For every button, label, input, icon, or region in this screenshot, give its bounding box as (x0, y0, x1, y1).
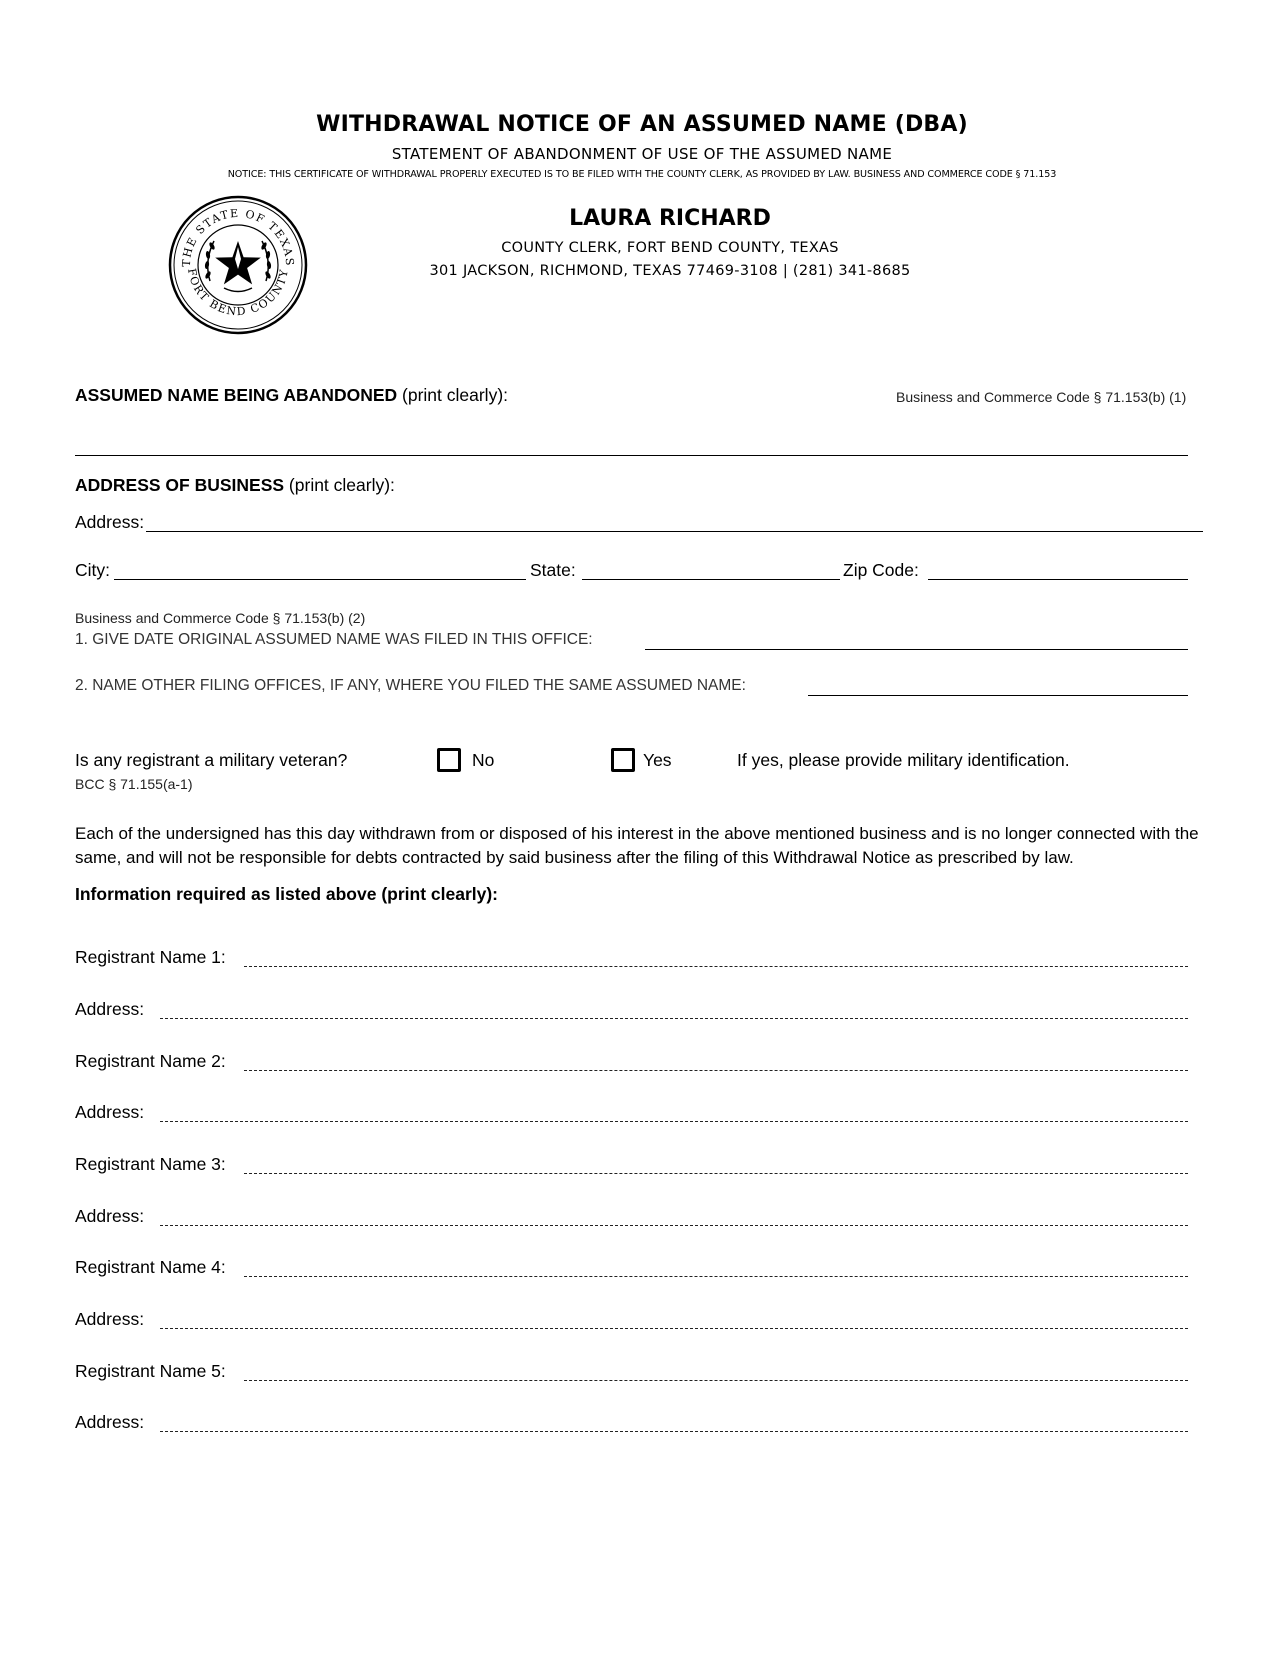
county-seal-icon (168, 195, 308, 335)
filing-notice: NOTICE: THIS CERTIFICATE OF WITHDRAWAL PROPERLY EXECUTED IS TO BE FILED WITH THE COUNTY CLERK, AS PROVIDED BY LAW. BUSINESS AND COMMERCE CODE § 71.153 (227, 169, 1057, 180)
filing-code-ref: Business and Commerce Code § 71.153(b) (2) (75, 610, 366, 626)
seal-top-text: THE STATE OF TEXAS (179, 206, 297, 268)
registrant-name-5-field[interactable] (244, 1380, 1188, 1381)
zip-code-field[interactable] (928, 579, 1188, 580)
state-field[interactable] (582, 579, 840, 580)
business-address-heading (75, 475, 395, 496)
registrant-address-3-field[interactable] (160, 1225, 1188, 1226)
assumed-name-label-rest: (print clearly): (397, 385, 509, 405)
registrant-address-5-label: Address: (75, 1412, 145, 1432)
veteran-yes-label: Yes (643, 750, 672, 770)
registrant-name-4-field[interactable] (244, 1276, 1188, 1277)
zip-code-label: Zip Code: (843, 560, 919, 580)
form-title: WITHDRAWAL NOTICE OF AN ASSUMED NAME (DBA) (316, 112, 968, 137)
registrant-address-1-label: Address: (75, 999, 145, 1019)
registrant-name-1-field[interactable] (244, 966, 1188, 967)
registrant-name-3-label: Registrant Name 3: (75, 1154, 226, 1174)
veteran-code-ref: BCC § 71.155(a-1) (75, 776, 193, 792)
registrant-address-2-label: Address: (75, 1102, 145, 1122)
registrant-address-2-field[interactable] (160, 1121, 1188, 1122)
assumed-name-label (75, 385, 508, 406)
business-address-label: Address: (75, 512, 145, 532)
filing-question-2: 2. NAME OTHER FILING OFFICES, IF ANY, WHERE YOU FILED THE SAME ASSUMED NAME: (75, 677, 746, 694)
other-filing-offices-field[interactable] (808, 695, 1188, 696)
registrant-address-3-label: Address: (75, 1206, 145, 1226)
seal-bottom-text: FORT BEND COUNTY (185, 267, 291, 319)
city-label: City: (75, 560, 110, 580)
clerk-title: COUNTY CLERK, FORT BEND COUNTY, TEXAS (501, 240, 839, 256)
state-label: State: (530, 560, 576, 580)
registrant-address-4-field[interactable] (160, 1328, 1188, 1329)
city-field[interactable] (114, 579, 526, 580)
registrant-address-1-field[interactable] (160, 1018, 1188, 1019)
veteran-yes-checkbox[interactable] (611, 748, 635, 772)
registrant-address-4-label: Address: (75, 1309, 145, 1329)
veteran-note: If yes, please provide military identification. (737, 750, 1070, 770)
svg-text:FORT BEND COUNTY (185, 267, 291, 318)
registrant-name-3-field[interactable] (244, 1173, 1188, 1174)
withdrawal-statement: Each of the undersigned has this day withdrawn from or disposed of his interest in the above mentioned business and is no longer connected with the same, and will not be responsible for debts contracted by said business after the filing of this Withdrawal Notice as prescribed by law. (75, 824, 1199, 867)
veteran-question: Is any registrant a military veteran? (75, 750, 348, 770)
registrant-address-5-field[interactable] (160, 1431, 1188, 1432)
registrant-name-2-label: Registrant Name 2: (75, 1051, 226, 1071)
clerk-address: 301 JACKSON, RICHMOND, TEXAS 77469-3108 | (281) 341-8685 (429, 263, 911, 279)
info-heading: Information required as listed above (print clearly): (75, 884, 499, 904)
registrant-name-1-label: Registrant Name 1: (75, 947, 226, 967)
form-subtitle: STATEMENT OF ABANDONMENT OF USE OF THE ASSUMED NAME (391, 145, 893, 163)
registrant-name-5-label: Registrant Name 5: (75, 1361, 226, 1381)
assumed-name-code-ref: Business and Commerce Code § 71.153(b) (1) (896, 389, 1187, 405)
original-filing-date-field[interactable] (645, 649, 1188, 650)
clerk-name: LAURA RICHARD (569, 206, 771, 231)
registrant-name-4-label: Registrant Name 4: (75, 1257, 226, 1277)
business-address-field[interactable] (146, 531, 1203, 532)
assumed-name-label-bold: ASSUMED NAME BEING ABANDONED (75, 385, 398, 405)
business-address-label-rest: (print clearly): (284, 475, 395, 495)
assumed-name-field[interactable] (75, 455, 1188, 456)
registrant-name-2-field[interactable] (244, 1070, 1188, 1071)
veteran-no-checkbox[interactable] (437, 748, 461, 772)
business-address-label-bold: ADDRESS OF BUSINESS (75, 475, 285, 495)
filing-question-1: 1. GIVE DATE ORIGINAL ASSUMED NAME WAS FILED IN THIS OFFICE: (75, 631, 593, 648)
veteran-no-label: No (472, 750, 495, 770)
